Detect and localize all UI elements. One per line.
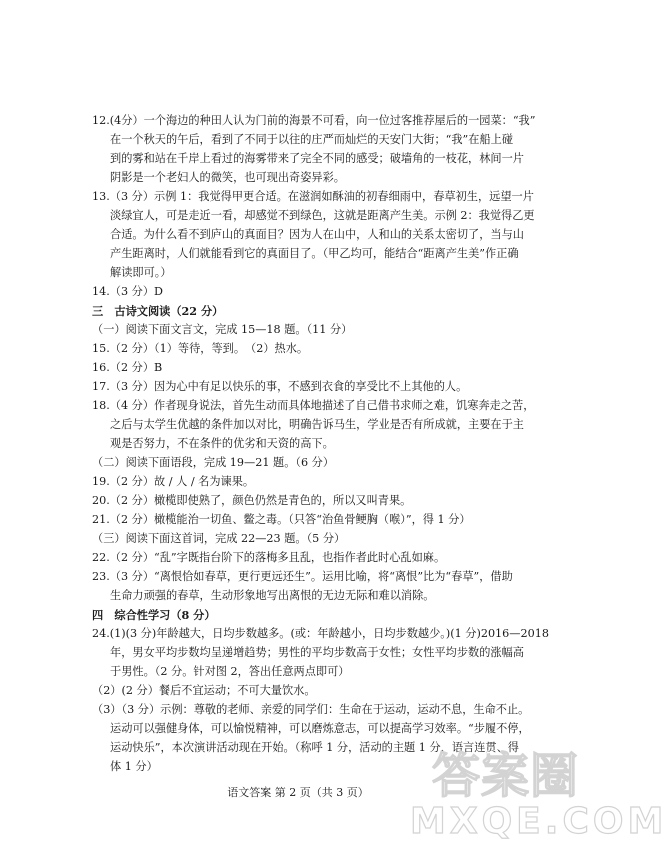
q12-line-1: 12.(4分）一个海边的种田人认为门前的海景不可看，向一位过客推荐屋后的一园菜：“我” (92, 114, 536, 127)
q13-line-1: 13.（3 分）示例 1：我觉得甲更合适。在滋润如酥油的初春细雨中，春草初生，远望一片 (92, 190, 534, 203)
q18-line-1: 18.（4 分）作者现身说法，首先生动而具体地描述了自己借书求师之难，饥寒奔走之苦， (92, 399, 535, 412)
q14-line: 14.（3 分）D (92, 285, 163, 298)
page-footer: 语文答案 第 2 页（共 3 页） (227, 786, 369, 799)
q24-line-1: 24.(1)(3 分)年龄越大，日均步数越多。(或：年龄越小，日均步数越少。)(1 分)2016—2018 (92, 627, 549, 640)
q18-line-3: 观是否努力，不在条件的优劣和天资的高下。 (110, 437, 334, 450)
q19-line: 19.（2 分）故 / 人 / 名为谏果。 (92, 475, 255, 488)
part-1-instruction: （一）阅读下面文言文，完成 15—18 题。（11 分） (92, 323, 353, 336)
q13-line-4: 产生距离时，人们就能看到它的真面目了。（甲乙均可，能结合“距离产生美”作正确 (110, 247, 519, 260)
q12-line-4: 阴影是一个老妇人的微笑，也可现出奇姿异彩。 (110, 171, 345, 184)
q24-part-3-line-1: （3）（3 分）示例：尊敬的老师、亲爱的同学们：生命在于运动，运动不息，生命不止。 (92, 703, 530, 716)
q12-line-2: 在一个秋天的午后，看到了不同于以往的庄严而灿烂的天安门大街；“我”在船上碰 (110, 133, 514, 146)
q22-line: 22.（2 分）“乱”字既指台阶下的落梅多且乱，也指作者此时心乱如麻。 (92, 551, 446, 564)
q23-line-1: 23.（3 分）“离恨恰如春草，更行更远还生”。运用比喻，将“离恨”比为“春草”，借助 (92, 570, 513, 583)
q24-line-3: 于男性。（2 分。针对图 2，答出任意两点即可） (110, 665, 350, 678)
q13-line-3: 合适。为什么看不到庐山的真面目？因为人在山中，人和山的关系太密切了，当与山 (110, 228, 524, 241)
q16-line: 16.（2 分）B (92, 361, 163, 374)
q15-line: 15.（2 分）（1）等待，等到。 （2）热水。 (92, 342, 309, 355)
q20-line: 20.（2 分）橄榄即使熟了，颜色仍然是青色的，所以又叫青果。 (92, 494, 412, 507)
q13-line-2: 淡绿宜人，可是走近一看，却感觉不到绿色，这就是距离产生美。示例 2：我觉得乙更 (110, 209, 535, 222)
part-3-instruction: （三）阅读下面这首词，完成 22—23 题。（5 分） (92, 532, 346, 545)
part-2-instruction: （二）阅读下面语段，完成 19—21 题。（6 分） (92, 456, 335, 469)
section-3-heading: 三 古诗文阅读（22 分） (92, 304, 224, 318)
q24-line-2: 年，男女平均步数均呈递增趋势；男性的平均步数高于女性；女性平均步数的涨幅高 (110, 646, 524, 659)
section-4-heading: 四 综合性学习（8 分） (92, 608, 216, 622)
q24-part-2-line: （2）(2 分）餐后不宜运动；不可大量饮水。 (92, 684, 316, 697)
q24-part-3-line-2: 运动可以强健身体，可以愉悦精神，可以磨炼意志，可以提高学习效率。“步履不停， (110, 722, 530, 735)
q24-part-3-line-3: 运动快乐”，本次演讲活动现在开始。（称呼 1 分，活动的主题 1 分，语言连贯、得 (110, 741, 519, 754)
q18-line-2: 之后与太学生优越的条件加以对比，明确告诉马生，学业是否有所成就，主要在于主 (110, 418, 524, 431)
q12-line-3: 到的雾和站在千岸上看过的海雾带来了完全不同的感受；破墙角的一枝花，林间一片 (110, 152, 524, 165)
q13-line-5: 解读即可。） (110, 266, 172, 279)
q23-line-2: 生命力顽强的春草，生动形象地写出离恨的无边无际和难以消除。 (110, 589, 435, 602)
watermark-logo-text: 答案圈 (432, 748, 580, 804)
q17-line: 17.（3 分）因为心中有足以快乐的事，不感到衣食的享受比不上其他的人。 (92, 380, 468, 393)
q24-part-3-line-4: 体 1 分） (110, 760, 158, 773)
watermark-site-text: MXQE.COM (410, 801, 667, 842)
q21-line: 21.（2 分）橄榄能治一切鱼、鳖之毒。（只答“治鱼骨鲠胸（喉）”，得 1 分） (92, 513, 471, 526)
